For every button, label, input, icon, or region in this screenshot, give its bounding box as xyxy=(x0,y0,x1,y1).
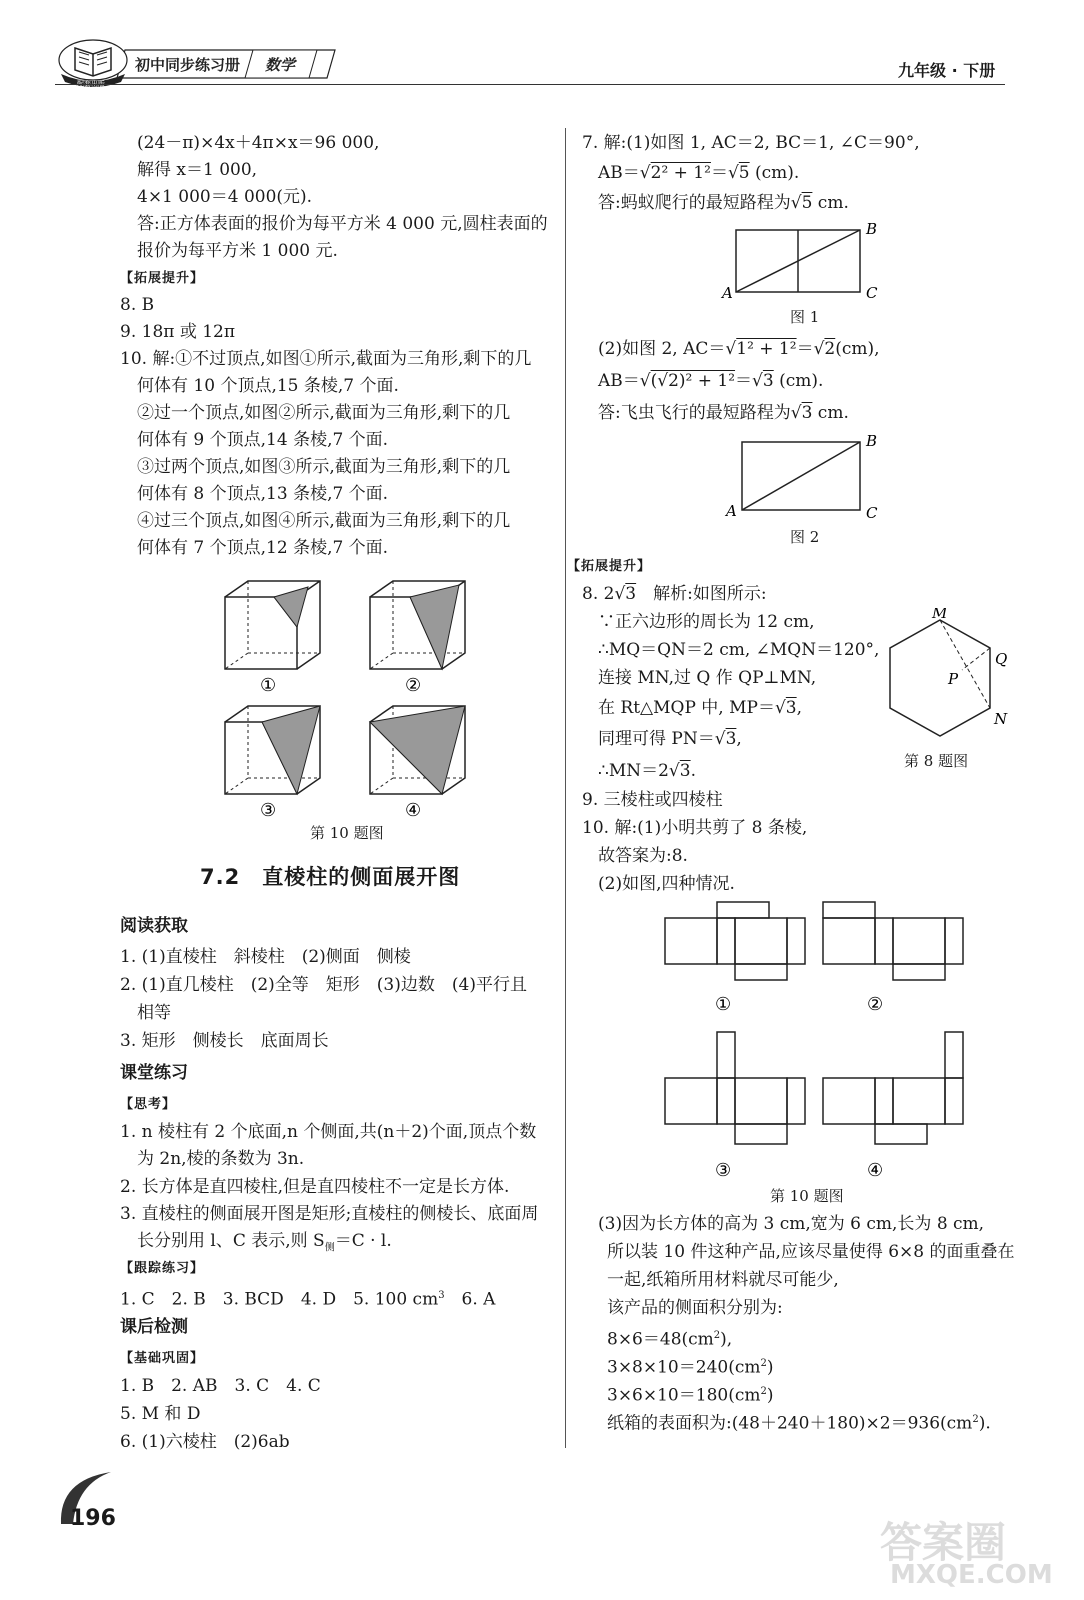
section-tag: 【拓展提升】 xyxy=(120,271,205,286)
text-line: 何体有 10 个顶点,15 条棱,7 个面. xyxy=(137,376,399,396)
section-tag: 【思考】 xyxy=(120,1097,177,1112)
section-tag: 【拓展提升】 xyxy=(567,559,652,574)
grade-label: 九年级 · 下册 xyxy=(898,61,996,80)
text-line: 3. 直棱柱的侧面展开图是矩形;直棱柱的侧棱长、底面周 xyxy=(120,1204,539,1224)
radicand: 3 xyxy=(725,729,737,749)
point-label: P xyxy=(948,670,959,688)
text-part: 1. C 2. B 3. BCD 4. D 5. 100 cm xyxy=(120,1289,439,1310)
text-line: 10. 解:①不过顶点,如图①所示,截面为三角形,剩下的几 xyxy=(120,349,532,369)
cube-3 xyxy=(225,706,320,821)
cube-2 xyxy=(370,581,465,696)
superscript: 3 xyxy=(438,1290,445,1301)
text-part: 同理可得 PN＝ xyxy=(598,729,715,749)
text-part: . xyxy=(690,761,696,781)
radicand: (√2)² + 1² xyxy=(650,371,736,391)
text-line: 该产品的侧面积分别为: xyxy=(607,1298,783,1318)
text-line: ③过两个顶点,如图③所示,截面为三角形,剩下的几 xyxy=(137,457,511,477)
point-label: B xyxy=(866,220,878,238)
text-line: AB＝√2² + 1²＝√5 (cm). xyxy=(598,163,800,183)
cube-label: ② xyxy=(405,675,422,696)
text-part: AB＝ xyxy=(598,371,640,391)
text-line: (3)因为长方体的高为 3 cm,宽为 6 cm,长为 8 cm, xyxy=(598,1214,985,1234)
text-part: AB＝ xyxy=(598,163,640,183)
text-part: ＝C · l. xyxy=(334,1231,392,1251)
logo-text: 配套出版 xyxy=(77,80,105,88)
hexagon xyxy=(890,620,990,736)
text-part: (2)如图 2, AC＝ xyxy=(598,339,726,359)
text-part: 纸箱的表面积为:(48＋240＋180)×2＝936(cm xyxy=(607,1413,973,1434)
text-line xyxy=(120,1285,495,1311)
text-part: 长分别用 l、C 表示,则 S xyxy=(137,1231,325,1251)
section-tag: 【跟踪练习】 xyxy=(120,1261,205,1276)
net-label: ③ xyxy=(715,1160,732,1181)
text-part: cm. xyxy=(812,193,849,213)
point-label: B xyxy=(866,432,878,450)
text-part: ∴MN＝2 xyxy=(598,761,669,781)
answer-8: 8. B xyxy=(120,295,155,315)
radicand: 5 xyxy=(738,163,750,183)
text-line: 2. 长方体是直四棱柱,但是直四棱柱不一定是长方体. xyxy=(120,1177,510,1197)
text-line: 解得 x＝1 000, xyxy=(137,160,258,180)
section-title: 7.2 直棱柱的侧面展开图 xyxy=(200,865,461,889)
radicand: 3 xyxy=(762,371,774,391)
text-part: ＝ xyxy=(735,371,753,391)
figure-caption: 第 10 题图 xyxy=(310,824,384,842)
figure-2 xyxy=(718,430,888,530)
text-line: 2. (1)直几棱柱 (2)全等 矩形 (3)边数 (4)平行且 xyxy=(120,975,527,995)
cube-1 xyxy=(225,581,320,696)
figure-caption: 第 10 题图 xyxy=(770,1187,844,1205)
text-line: (24－π)×4x＋4π×x＝96 000, xyxy=(137,133,380,153)
text-line: 1. B 2. AB 3. C 4. C xyxy=(120,1376,321,1396)
text-line: 10. 解:(1)小明共剪了 8 条棱, xyxy=(582,818,808,838)
superscript: 2 xyxy=(760,1386,767,1397)
text-line: 一起,纸箱所用材料就尽可能少, xyxy=(607,1270,839,1290)
text-line: 3. 矩形 侧棱长 底面周长 xyxy=(120,1031,329,1051)
column-divider xyxy=(565,128,566,1448)
radicand: 2 xyxy=(824,339,836,359)
text-line: 为 2n,棱的条数为 3n. xyxy=(137,1149,305,1169)
figure-1 xyxy=(718,218,888,308)
subsection-heading: 课堂练习 xyxy=(120,1063,188,1083)
text-part: ). xyxy=(978,1413,991,1434)
superscript: 2 xyxy=(713,1330,721,1341)
hexagon-figure xyxy=(878,608,1018,748)
text-part: 6. A xyxy=(444,1289,496,1310)
text-line: 所以装 10 件这种产品,应该尽量使得 6×8 的面重叠在 xyxy=(607,1242,1015,1262)
text-part: ) xyxy=(766,1357,774,1378)
header-rule xyxy=(55,84,1005,85)
section-tag: 【基础巩固】 xyxy=(120,1351,205,1366)
point-label: N xyxy=(994,710,1008,728)
text-line: 4×1 000＝4 000(元). xyxy=(137,187,313,207)
text-line: 1. n 棱柱有 2 个底面,n 个侧面,共(n＋2)个面,顶点个数 xyxy=(120,1122,537,1142)
point-label: A xyxy=(722,284,733,302)
net-figures xyxy=(655,898,975,1188)
text-part: ) xyxy=(766,1385,774,1406)
text-line: 1. (1)直棱柱 斜棱柱 (2)侧面 侧棱 xyxy=(120,947,411,967)
text-part: ＝ xyxy=(796,339,814,359)
book-title: 初中同步练习册 xyxy=(135,56,241,74)
net-1 xyxy=(665,902,805,980)
text-part: 在 Rt△MQP 中, MP＝ xyxy=(598,698,775,718)
text-part: , xyxy=(796,698,803,718)
text-line: 何体有 7 个顶点,12 条棱,7 个面. xyxy=(137,538,389,558)
figure-caption: 图 2 xyxy=(790,528,820,546)
cube-4 xyxy=(370,706,465,821)
cube-figures xyxy=(210,575,480,825)
radicand: 3 xyxy=(625,584,637,604)
text-part: (cm). xyxy=(773,371,824,391)
text-line: 同理可得 PN＝√3, xyxy=(598,729,742,749)
text-line: ②过一个顶点,如图②所示,截面为三角形,剩下的几 xyxy=(137,403,511,423)
net-4 xyxy=(823,1032,963,1144)
text-line: (2)如图 2, AC＝√1² + 1²＝√2(cm), xyxy=(598,339,880,359)
text-line: 答:飞虫飞行的最短路程为√3 cm. xyxy=(598,403,849,423)
answer-9: 9. 18π 或 12π xyxy=(120,322,236,342)
text-part: (cm), xyxy=(835,339,880,359)
text-line: 报价为每平方米 1 000 元. xyxy=(137,241,338,261)
radicand: 3 xyxy=(679,761,691,781)
subscript: 侧 xyxy=(324,1242,335,1254)
text-part: 答:蚂蚁爬行的最短路程为 xyxy=(598,193,791,213)
text-line xyxy=(607,1409,991,1435)
point-label: M xyxy=(932,608,948,622)
radicand: 3 xyxy=(801,403,813,423)
text-line: ∴MQ＝QN＝2 cm, ∠MQN＝120°, xyxy=(598,640,880,660)
radicand: 5 xyxy=(801,193,813,213)
superscript: 2 xyxy=(760,1358,767,1369)
point-label: C xyxy=(866,284,878,302)
text-line: 何体有 8 个顶点,13 条棱,7 个面. xyxy=(137,484,389,504)
text-part: 答:飞虫飞行的最短路程为 xyxy=(598,403,791,423)
net-2 xyxy=(823,902,963,980)
subsection-heading: 阅读获取 xyxy=(120,916,188,936)
text-line: 8. 2√3 解析:如图所示: xyxy=(582,584,767,604)
text-part: 3×6×10＝180(cm xyxy=(607,1385,761,1406)
radicand: 1² + 1² xyxy=(736,339,797,359)
cube-label: ③ xyxy=(260,800,277,821)
text-line: (2)如图,四种情况. xyxy=(598,874,735,894)
text-line: ∴MN＝2√3. xyxy=(598,761,696,781)
text-line xyxy=(607,1325,732,1351)
text-line: 7. 解:(1)如图 1, AC＝2, BC＝1, ∠C＝90°, xyxy=(582,133,920,153)
text-part: 8×6＝48(cm xyxy=(607,1329,714,1350)
net-label: ② xyxy=(867,994,884,1015)
text-part: ), xyxy=(720,1329,733,1350)
text-line: 5. M 和 D xyxy=(120,1404,201,1424)
radicand: 2² + 1² xyxy=(650,163,711,183)
text-line: 答:蚂蚁爬行的最短路程为√5 cm. xyxy=(598,193,849,213)
text-line: 何体有 9 个顶点,14 条棱,7 个面. xyxy=(137,430,389,450)
point-label: A xyxy=(726,502,737,520)
header-banner xyxy=(55,38,355,88)
segment-qp xyxy=(962,648,990,670)
text-part: ＝ xyxy=(710,163,728,183)
cube-label: ④ xyxy=(405,800,422,821)
text-line xyxy=(607,1381,774,1407)
superscript: 2 xyxy=(972,1414,979,1425)
figure-caption: 图 1 xyxy=(790,308,820,326)
text-part: cm. xyxy=(812,403,849,423)
text-part: 3×8×10＝240(cm xyxy=(607,1357,761,1378)
page-number: 196 xyxy=(70,1506,116,1531)
subject-label: 数学 xyxy=(265,56,296,74)
watermark: 答案圈 xyxy=(880,1518,1007,1567)
fig2-diagonal xyxy=(742,442,860,510)
text-line: 连接 MN,过 Q 作 QP⊥MN, xyxy=(598,668,817,688)
figure-caption: 第 8 题图 xyxy=(904,752,969,770)
text-line: 在 Rt△MQP 中, MP＝√3, xyxy=(598,698,803,718)
text-line xyxy=(607,1353,774,1379)
text-line: 相等 xyxy=(137,1003,171,1023)
text-line: ∵正六边形的周长为 12 cm, xyxy=(598,612,815,632)
point-label: C xyxy=(866,504,878,522)
text-part: 解析:如图所示: xyxy=(636,584,767,604)
net-label: ① xyxy=(715,994,732,1015)
text-line xyxy=(137,1230,392,1259)
cube-label: ① xyxy=(260,675,277,696)
text-part: , xyxy=(736,729,742,749)
text-line: 故答案为:8. xyxy=(598,846,688,866)
text-part: 8. 2 xyxy=(582,584,615,604)
point-label: Q xyxy=(995,650,1008,668)
text-part: (cm). xyxy=(749,163,800,183)
text-line: AB＝√(√2)² + 1²＝√3 (cm). xyxy=(598,371,824,391)
text-line: 答:正方体表面的报价为每平方米 4 000 元,圆柱表面的 xyxy=(137,214,548,234)
net-3 xyxy=(665,1032,805,1144)
answer-9: 9. 三棱柱或四棱柱 xyxy=(582,790,723,810)
radicand: 3 xyxy=(785,698,797,718)
net-label: ④ xyxy=(867,1160,884,1181)
subsection-heading: 课后检测 xyxy=(120,1317,188,1337)
watermark-url: MXQE.COM xyxy=(890,1560,1053,1590)
text-line: 6. (1)六棱柱 (2)6ab xyxy=(120,1432,290,1452)
text-line: ④过三个顶点,如图④所示,截面为三角形,剩下的几 xyxy=(137,511,511,531)
